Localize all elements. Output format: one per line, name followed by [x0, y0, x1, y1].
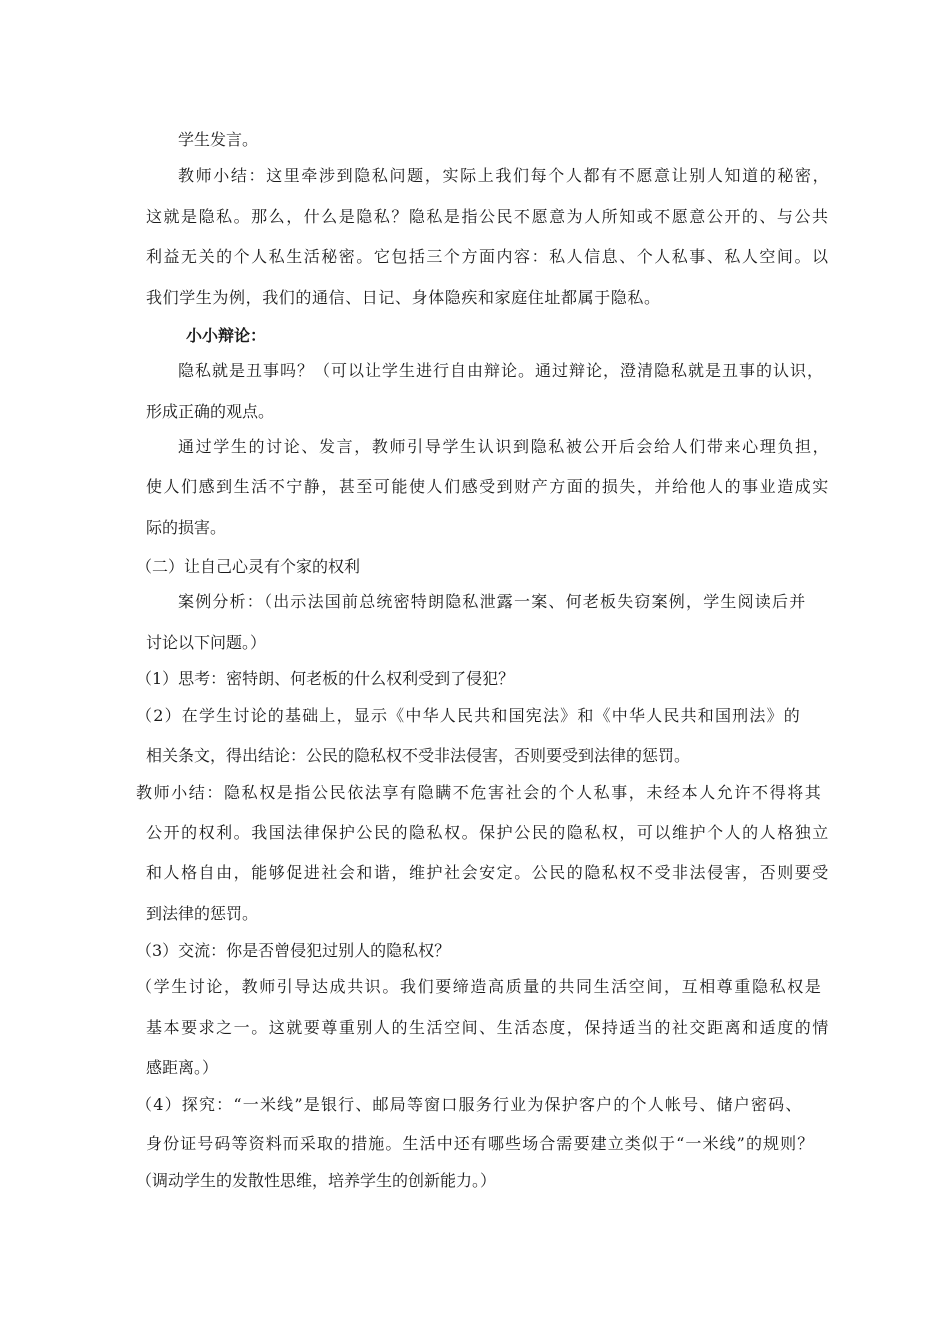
paragraph-line: 到法律的惩罚。 — [146, 904, 259, 923]
paragraph-line: 公开的权利。我国法律保护公民的隐私权。保护公民的隐私权，可以维护个人的人格独立 — [146, 823, 830, 842]
paragraph-line: （4）探究：“一米线”是银行、邮局等窗口服务行业为保护客户的个人帐号、储户密码、 — [136, 1095, 803, 1114]
paragraph-line: 利益无关的个人私生活秘密。它包括三个方面内容：私人信息、个人私事、私人空间。以 — [146, 247, 830, 266]
paragraph-line: 形成正确的观点。 — [146, 402, 275, 421]
paragraph-line: 身份证号码等资料而采取的措施。生活中还有哪些场合需要建立类似于“一米线”的规则？ — [146, 1134, 815, 1153]
paragraph-line: 相关条文，得出结论：公民的隐私权不受非法侵害，否则要受到法律的惩罚。 — [146, 746, 691, 765]
section-subheading: 小小辩论： — [186, 326, 267, 345]
paragraph-line: 教师小结：这里牵涉到隐私问题，实际上我们每个人都有不愿意让别人知道的秘密， — [178, 166, 831, 185]
paragraph-line: 教师小结：隐私权是指公民依法享有隐瞒不危害社会的个人私事，未经本人允许不得将其 — [136, 783, 823, 802]
paragraph-line: （学生讨论，教师引导达成共识。我们要缔造高质量的共同生活空间，互相尊重隐私权是 — [136, 977, 823, 996]
paragraph-line: 案例分析：（出示法国前总统密特朗隐私泄露一案、何老板失窃案例，学生阅读后并 — [178, 592, 807, 611]
paragraph-line: 感距离。） — [146, 1058, 219, 1077]
paragraph-line: （调动学生的发散性思维，培养学生的创新能力。） — [136, 1171, 497, 1190]
paragraph-line: （3）交流：你是否曾侵犯过别人的隐私权？ — [136, 941, 451, 960]
paragraph-line: （1）思考：密特朗、何老板的什么权利受到了侵犯？ — [136, 669, 515, 688]
paragraph-line: 学生发言。 — [178, 130, 259, 149]
paragraph-line: 使人们感到生活不宁静，甚至可能使人们感受到财产方面的损失，并给他人的事业造成实 — [146, 477, 830, 496]
paragraph-line: 我们学生为例，我们的通信、日记、身体隐疾和家庭住址都属于隐私。 — [146, 288, 661, 307]
paragraph-line: 基本要求之一。这就要尊重别人的生活空间、生活态度，保持适当的社交距离和适度的情 — [146, 1018, 830, 1037]
paragraph-line: 隐私就是丑事吗？（可以让学生进行自由辩论。通过辩论，澄清隐私就是丑事的认识， — [178, 361, 825, 380]
paragraph-line: 通过学生的讨论、发言，教师引导学生认识到隐私被公开后会给人们带来心理负担， — [178, 437, 831, 456]
paragraph-line: 和人格自由，能够促进社会和谐，维护社会安定。公民的隐私权不受非法侵害，否则要受 — [146, 863, 830, 882]
section-heading: （二）让自己心灵有个家的权利 — [136, 557, 361, 576]
paragraph-line: 际的损害。 — [146, 518, 227, 537]
paragraph-line: 这就是隐私。那么，什么是隐私？隐私是指公民不愿意为人所知或不愿意公开的、与公共 — [146, 207, 830, 226]
paragraph-line: （2）在学生讨论的基础上，显示《中华人民共和国宪法》和《中华人民共和国刑法》的 — [136, 706, 801, 725]
paragraph-line: 讨论以下问题。） — [146, 633, 267, 652]
